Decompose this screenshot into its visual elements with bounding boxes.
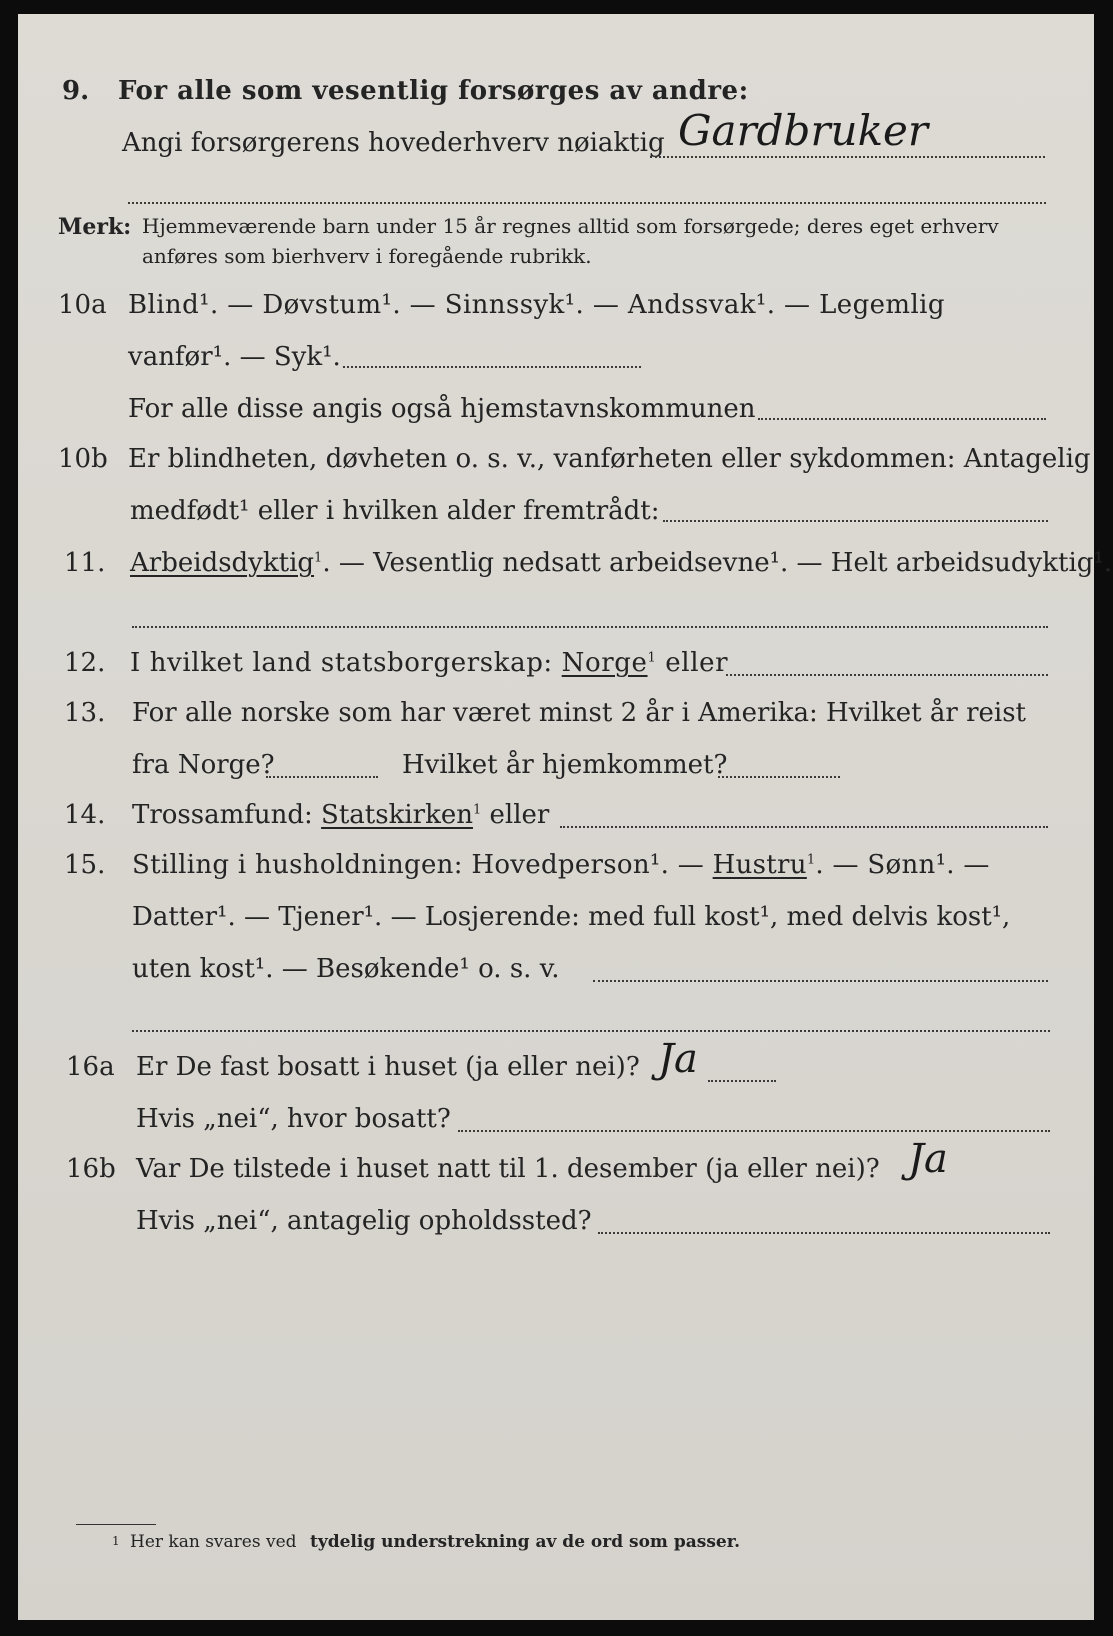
question-number: 11. (64, 548, 106, 578)
question-text: Datter¹. — Tjener¹. — Losjerende: med full kost¹, med delvis kost¹, (132, 902, 1011, 932)
question-text: medfødt¹ eller i hvilken alder fremtrådt: (130, 496, 660, 526)
question-number: 16a (66, 1052, 115, 1082)
question-text: Angi forsørgerens hovederhverv nøiaktig (122, 128, 665, 158)
handwritten-answer: Ja (658, 1036, 698, 1082)
answer-line (758, 418, 1046, 420)
answer-line (718, 776, 840, 778)
note-text: anføres som bierhverv i foregående rubrikk. (142, 244, 592, 268)
census-form-page (18, 14, 1113, 1620)
question-text: Arbeidsdyktig$^1$. — Vesentlig nedsatt arbeidsevne¹. — Helt arbeidsudyktig¹. (130, 548, 1113, 578)
underlined-option: Statskirken (321, 800, 473, 830)
question-number: 10a (58, 290, 107, 320)
note-text: Hjemmeværende barn under 15 år regnes alltid som forsørgede; deres eget erhverv (142, 214, 999, 238)
answer-line (663, 520, 1048, 522)
handwritten-answer: Ja (908, 1136, 948, 1182)
question-text: Var De tilstede i huset natt til 1. desember (ja eller nei)? (136, 1154, 880, 1184)
question-number: 9. (62, 76, 90, 106)
question-number: 14. (64, 800, 106, 830)
answer-line (598, 1232, 1050, 1234)
handwritten-answer: Gardbruker (678, 106, 928, 155)
answer-line (726, 674, 1048, 676)
footnote-text: Her kan svares ved (130, 1532, 297, 1552)
question-text: uten kost¹. — Besøkende¹ o. s. v. (132, 954, 560, 984)
question-text: fra Norge? (132, 750, 275, 780)
question-text: For alle som vesentlig forsørges av andre: (118, 76, 749, 106)
answer-line (132, 1030, 1050, 1032)
answer-line (650, 156, 1045, 158)
question-text: Trossamfund: Statskirken$^1$ eller (132, 800, 550, 830)
answer-line (343, 366, 641, 368)
answer-line (560, 826, 1048, 828)
question-text: For alle norske som har været minst 2 år i Amerika: Hvilket år reist (132, 698, 1026, 728)
question-number: 12. (64, 648, 106, 678)
question-text: Blind¹. — Døvstum¹. — Sinnssyk¹. — Andssvak¹. — Legemlig (128, 290, 945, 320)
question-text: Er De fast bosatt i huset (ja eller nei)? (136, 1052, 640, 1082)
answer-line (458, 1130, 1050, 1132)
question-text: Stilling i husholdningen: Hovedperson¹. — Hustru$^1$. — Sønn¹. — (132, 850, 990, 880)
question-number: 16b (66, 1154, 116, 1184)
answer-line (132, 626, 1048, 628)
underlined-option: Hustru (712, 850, 807, 880)
footnote-rule (76, 1524, 156, 1525)
question-text: I hvilket land statsborgerskap: Norge$^1$ eller (130, 648, 729, 678)
answer-line (593, 980, 1048, 982)
question-number: 10b (58, 444, 108, 474)
question-text: vanfør¹. — Syk¹. (128, 342, 341, 372)
question-text: Hvis „nei“, hvor bosatt? (136, 1104, 451, 1134)
footnote-mark: 1 (112, 1534, 120, 1548)
question-text: For alle disse angis også hjemstavnskommunen (128, 394, 756, 424)
question-text: Hvilket år hjemkommet? (402, 750, 728, 780)
footnote-text-bold: tydelig understrekning av de ord som passer. (310, 1532, 741, 1552)
note-label: Merk: (58, 214, 132, 240)
underlined-option: Arbeidsdyktig (130, 548, 315, 578)
answer-line (266, 776, 378, 778)
answer-line (128, 202, 1046, 204)
question-number: 15. (64, 850, 106, 880)
underlined-option: Norge (561, 648, 648, 678)
question-number: 13. (64, 698, 106, 728)
question-text: Er blindheten, døvheten o. s. v., vanførheten eller sykdommen: Antagelig (128, 444, 1091, 474)
answer-line (708, 1080, 776, 1082)
question-text: Hvis „nei“, antagelig opholdssted? (136, 1206, 592, 1236)
